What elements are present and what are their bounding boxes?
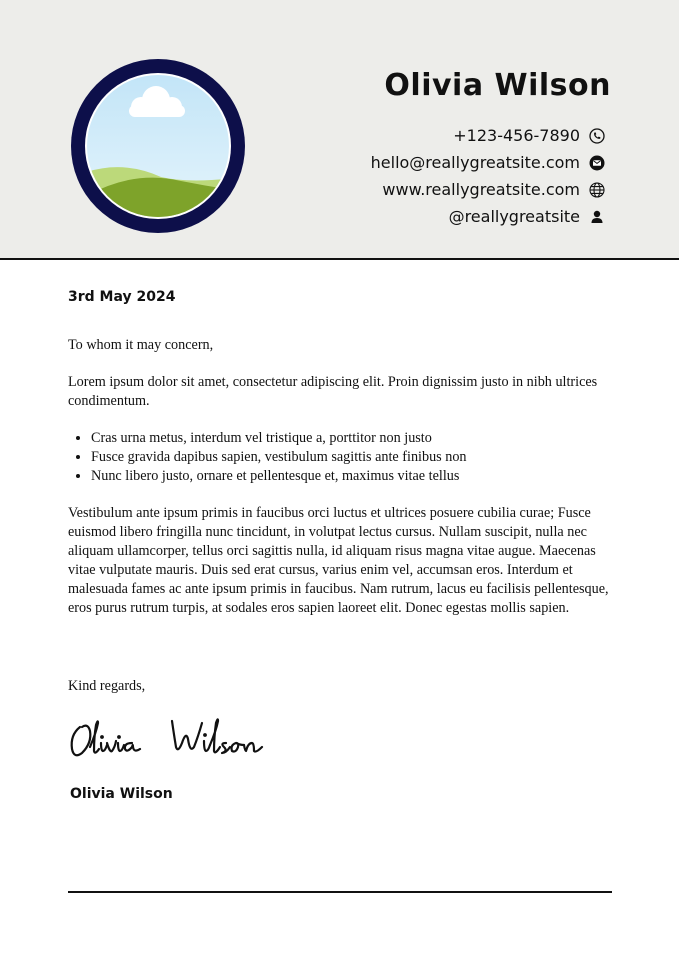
email-text: hello@reallygreatsite.com [370, 153, 580, 172]
list-item: • Nunc libero justo, ornare et pellentesque et, maximus vitae tellus [91, 467, 613, 486]
phone-icon [588, 127, 606, 145]
globe-icon [588, 181, 606, 199]
letter-body [68, 288, 613, 802]
letterhead [0, 0, 679, 260]
handwritten-signature [68, 713, 278, 771]
footer-divider [68, 891, 612, 893]
closing: Kind regards, [68, 678, 146, 694]
bullet-list [68, 429, 613, 486]
body-paragraph: Vestibulum ante ipsum primis in faucibus orci luctus et ultrices posuere cubilia curae; Fusce euismod libero fringilla nunc tincidunt, in volutpat lectus cursus. Nullam suscipit, nulla nec aliquam ullamcorper, tellus orci sagittis nulla, id aliquam risus magna vitae augue. Maecenas vitae vulputate mauris. Duis sed erat cursus, varius enim vel, accumsan eros. Interdum et malesuada fames ac ante ipsum primis in faucibus. Nam rutrum, lacus eu facilisis pellentesque, eros purus rutrum turpis, at sodales eros sapien laoreet elit. Donec egestas mollis sapien. [68, 505, 609, 616]
email-icon [588, 154, 606, 172]
user-icon [588, 208, 606, 226]
contact-social[interactable] [371, 203, 606, 230]
letter-date: 3rd May 2024 [68, 289, 176, 305]
profile-photo-placeholder [71, 59, 245, 233]
list-item: • Cras urna metus, interdum vel tristique a, porttitor non justo [91, 429, 613, 448]
salutation: To whom it may concern, [68, 337, 214, 353]
contact-list [371, 122, 606, 230]
signer-name: Olivia Wilson [70, 786, 173, 802]
intro-paragraph: Lorem ipsum dolor sit amet, consectetur adipiscing elit. Proin dignissim justo in nibh ultrices condimentum. [68, 374, 598, 409]
website-text: www.reallygreatsite.com [382, 180, 580, 199]
sender-name: Olivia Wilson [384, 68, 611, 103]
phone-text: +123-456-7890 [453, 126, 580, 145]
list-item: • Fusce gravida dapibus sapien, vestibulum sagittis ante finibus non [91, 448, 613, 467]
social-text: @reallygreatsite [448, 207, 580, 226]
contact-website[interactable] [371, 176, 606, 203]
contact-email[interactable] [371, 149, 606, 176]
contact-phone[interactable] [371, 122, 606, 149]
